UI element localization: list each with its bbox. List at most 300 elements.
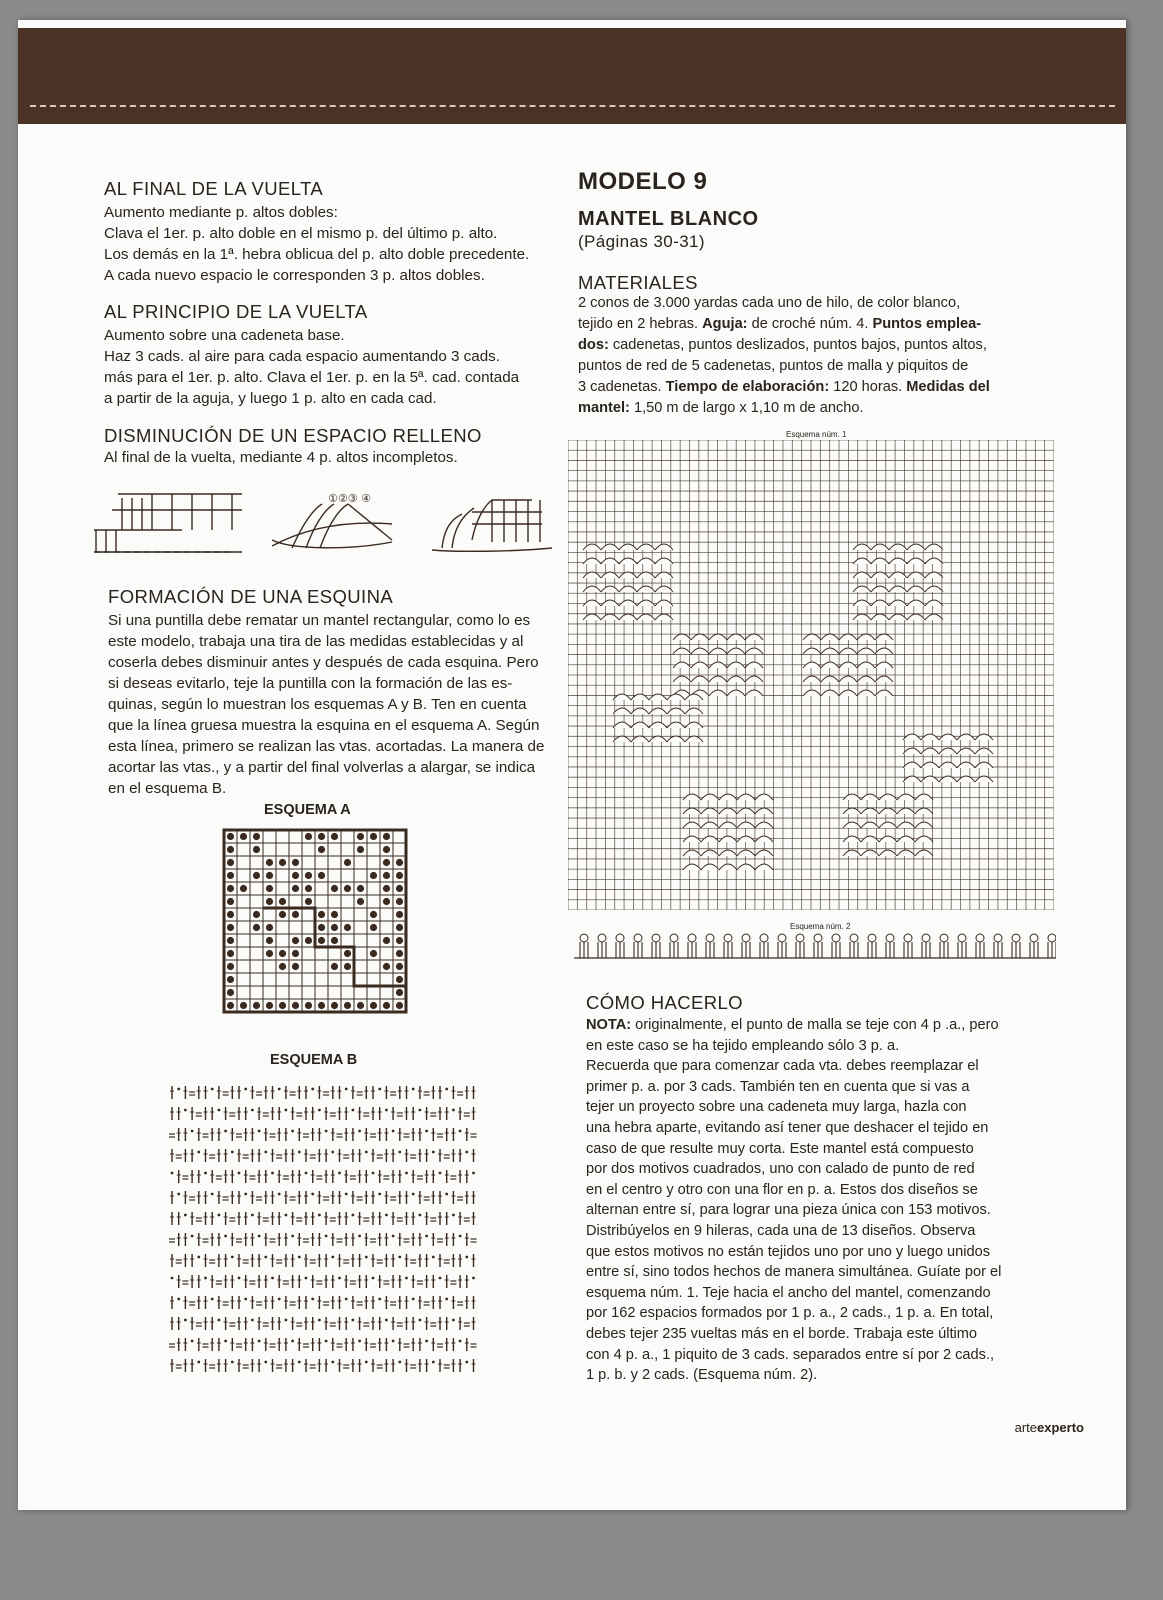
filled-dot — [292, 1002, 299, 1009]
text-line: caso de que resulte muy corta. Este mantel está compuesto — [586, 1140, 974, 1157]
arch-stitch — [843, 794, 861, 800]
arch-stitch — [655, 614, 673, 620]
text-line: más para el 1er. p. alto. Clava el 1er. p. en la 5ª. cad. contada — [104, 369, 520, 386]
filled-dot — [279, 859, 286, 866]
stitch-symbol — [244, 1298, 247, 1301]
arch-stitch — [803, 662, 821, 668]
stitch-symbol — [238, 1277, 241, 1280]
arch-stitch — [897, 808, 915, 814]
arch-stitch — [821, 648, 839, 654]
stitch-symbol — [238, 1172, 241, 1175]
arch-stitch — [853, 614, 871, 620]
arch-stitch — [683, 836, 701, 842]
filled-dot — [383, 885, 390, 892]
arch-stitch — [875, 648, 893, 654]
stitch-symbol — [445, 1298, 448, 1301]
arch-stitch — [957, 762, 975, 768]
esquema-b-chart — [166, 1076, 486, 1386]
arch-stitch — [897, 850, 915, 856]
filled-dot — [253, 833, 260, 840]
text-line: Clava el 1er. p. alto doble en el mismo p. del último p. alto. — [104, 225, 498, 242]
stitch-symbol — [224, 1130, 227, 1133]
arch-stitch — [897, 836, 915, 842]
filled-dot — [357, 898, 364, 905]
arch-stitch — [701, 864, 719, 870]
stitch-symbol — [291, 1130, 294, 1133]
stitch-symbol — [285, 1319, 288, 1322]
picot — [868, 934, 876, 942]
stitch-symbol — [271, 1172, 274, 1175]
arch-stitch — [925, 586, 943, 592]
arch-stitch — [691, 634, 709, 640]
filled-dot — [266, 1002, 273, 1009]
filled-dot — [279, 911, 286, 918]
stitch-symbol — [311, 1088, 314, 1091]
arch-stitch — [875, 634, 893, 640]
filled-dot — [227, 833, 234, 840]
text-line: Recuerda que para comenzar cada vta. debes reemplazar el — [586, 1058, 979, 1075]
text-line: Aumento sobre una cadeneta base. — [104, 327, 345, 344]
filled-dot — [227, 872, 234, 879]
stitch-symbol — [244, 1193, 247, 1196]
arch-stitch — [719, 808, 737, 814]
filled-dot — [305, 833, 312, 840]
stitch-symbol — [358, 1130, 361, 1133]
bold-run: mantel: — [578, 400, 630, 416]
stitch-diagram-1 — [94, 494, 242, 552]
stitch-symbol — [439, 1277, 442, 1280]
arch-stitch — [727, 690, 745, 696]
filled-dot — [305, 1002, 312, 1009]
stitch-symbol — [218, 1109, 221, 1112]
text-line: Al final de la vuelta, mediante 4 p. altos incompletos. — [104, 449, 458, 466]
arch-stitch — [613, 722, 631, 728]
arch-stitch — [655, 600, 673, 606]
arch-stitch — [803, 690, 821, 696]
picot — [616, 934, 624, 942]
arch-stitch — [915, 836, 933, 842]
stitch-symbol — [264, 1151, 267, 1154]
edge-stitch — [724, 942, 732, 958]
arch-stitch — [667, 736, 685, 742]
arch-stitch — [683, 822, 701, 828]
arch-stitch — [871, 558, 889, 564]
filled-dot — [331, 963, 338, 970]
stitch-symbol — [465, 1151, 468, 1154]
arch-stitch — [673, 634, 691, 640]
esquema-a-label: ESQUEMA A — [264, 802, 351, 818]
stitch-symbol — [211, 1193, 214, 1196]
edge-stitch — [1048, 942, 1056, 958]
arch-stitch — [975, 734, 993, 740]
text-line: a partir de la aguja, y luego 1 p. alto en cada cad. — [104, 390, 437, 407]
stitch-diagram-2 — [272, 504, 392, 548]
stitch-symbol — [191, 1235, 194, 1238]
stitch-symbol — [218, 1214, 221, 1217]
nota-text: originalmente, el punto de malla se teje con 4 p .a., pero — [631, 1017, 999, 1033]
picot — [652, 934, 660, 942]
arch-stitch — [709, 662, 727, 668]
stitch-symbol — [352, 1109, 355, 1112]
magazine-page — [18, 20, 1126, 1510]
filled-dot — [396, 898, 403, 905]
footer-brand — [1015, 1420, 1084, 1435]
stitch-numbers: ①②③ ④ — [328, 492, 371, 505]
materiales-body — [578, 293, 1038, 419]
arch-stitch — [903, 734, 921, 740]
filled-dot — [357, 885, 364, 892]
stitch-symbol — [345, 1193, 348, 1196]
arch-stitch — [745, 648, 763, 654]
arch-stitch — [683, 808, 701, 814]
como-lines — [586, 1036, 1056, 1386]
stitch-symbol — [298, 1361, 301, 1364]
text-line: una hebra aparte, evitando así tener que deshacer el tejido en — [586, 1119, 989, 1136]
stitch-symbol — [211, 1298, 214, 1301]
filled-dot — [370, 1002, 377, 1009]
arch-stitch — [755, 794, 773, 800]
stitch-symbol — [204, 1172, 207, 1175]
stitch-symbol — [425, 1130, 428, 1133]
filled-dot — [344, 859, 351, 866]
stitch-symbol — [365, 1256, 368, 1259]
bold-run: Puntos emplea- — [872, 316, 982, 332]
filled-dot — [266, 872, 273, 879]
stitch-symbol — [311, 1193, 314, 1196]
filled-dot — [240, 833, 247, 840]
arch-stitch — [903, 762, 921, 768]
picot — [1048, 934, 1056, 942]
arch-stitch — [755, 808, 773, 814]
arch-stitch — [601, 558, 619, 564]
arch-stitch — [871, 614, 889, 620]
arch-stitch — [673, 676, 691, 682]
bold-run: dos: — [578, 337, 609, 353]
arch-stitch — [915, 850, 933, 856]
bold-run: Medidas del — [906, 379, 990, 395]
arch-stitch — [871, 544, 889, 550]
stitch-symbol — [184, 1214, 187, 1217]
esquema-2-label: Esquema núm. 2 — [790, 922, 851, 931]
section-body-esquina — [108, 610, 578, 799]
nota-line — [586, 1015, 1056, 1036]
filled-dot — [318, 833, 325, 840]
filled-dot — [227, 976, 234, 983]
stitch-symbol — [358, 1340, 361, 1343]
stitch-symbol — [459, 1235, 462, 1238]
arch-stitch — [719, 864, 737, 870]
stitch-symbol — [291, 1340, 294, 1343]
stitch-symbol — [352, 1214, 355, 1217]
filled-dot — [292, 872, 299, 879]
text-run: cadenetas, puntos deslizados, puntos bajos, puntos altos, — [608, 337, 987, 353]
arch-stitch — [915, 822, 933, 828]
arch-stitch — [853, 586, 871, 592]
arch-stitch — [897, 794, 915, 800]
stitch-symbol — [318, 1109, 321, 1112]
stitch-symbol — [197, 1361, 200, 1364]
arch-stitch — [709, 634, 727, 640]
edge-stitch — [796, 942, 804, 958]
edge-stitch — [868, 942, 876, 958]
stitch-symbol — [419, 1109, 422, 1112]
arch-stitch — [879, 794, 897, 800]
stitch-symbol — [432, 1361, 435, 1364]
stitch-symbol — [177, 1298, 180, 1301]
arch-stitch — [925, 544, 943, 550]
filled-dot — [396, 963, 403, 970]
filled-dot — [266, 859, 273, 866]
stitch-symbol — [285, 1109, 288, 1112]
bold-run: Tiempo de elaboración: — [665, 379, 830, 395]
filled-dot — [396, 976, 403, 983]
arch-stitch — [737, 850, 755, 856]
arch-stitch — [649, 708, 667, 714]
stitch-symbol — [405, 1172, 408, 1175]
arch-stitch — [843, 850, 861, 856]
footer-arte: arte — [1014, 1420, 1038, 1435]
filled-dot — [344, 950, 351, 957]
materiales-line — [578, 398, 1038, 419]
arch-stitch — [853, 600, 871, 606]
filled-dot — [344, 885, 351, 892]
arch-stitch — [907, 600, 925, 606]
stitch-symbol — [385, 1214, 388, 1217]
stitch-symbol — [432, 1151, 435, 1154]
arch-stitch — [649, 694, 667, 700]
edge-stitch — [778, 942, 786, 958]
filled-dot — [396, 859, 403, 866]
filled-dot — [396, 1002, 403, 1009]
arch-stitch — [839, 634, 857, 640]
edge-stitch — [1012, 942, 1020, 958]
filled-dot — [292, 963, 299, 970]
bold-run: Aguja: — [702, 316, 748, 332]
filled-dot — [383, 898, 390, 905]
stitch-symbol — [177, 1193, 180, 1196]
arch-stitch — [875, 690, 893, 696]
arch-stitch — [709, 676, 727, 682]
arch-stitch — [879, 808, 897, 814]
text-line: que la línea gruesa muestra la esquina en el esquema A. Según — [108, 717, 540, 734]
arch-stitch — [691, 648, 709, 654]
text-line: primer p. a. por 3 cads. También ten en cuenta que si vas a — [586, 1078, 970, 1095]
filled-dot — [318, 911, 325, 918]
text-line: tejer un proyecto sobre una cadeneta muy larga, hazla con — [586, 1099, 967, 1116]
filled-dot — [227, 898, 234, 905]
arch-stitch — [667, 708, 685, 714]
arch-stitch — [583, 544, 601, 550]
filled-dot — [253, 872, 260, 879]
picot — [886, 934, 894, 942]
filled-dot — [331, 924, 338, 931]
stitch-diagrams — [92, 480, 562, 560]
arch-stitch — [601, 614, 619, 620]
filled-dot — [396, 885, 403, 892]
arch-stitch — [583, 586, 601, 592]
stitch-symbol — [231, 1256, 234, 1259]
text-line: esta línea, primero se realizan las vtas. acortadas. La manera de — [108, 738, 545, 755]
arch-stitch — [727, 676, 745, 682]
arch-stitch — [871, 586, 889, 592]
stitch-symbol — [398, 1361, 401, 1364]
section-body-principio — [104, 325, 564, 409]
stitch-symbol — [184, 1319, 187, 1322]
materiales-line — [578, 335, 1038, 356]
filled-dot — [318, 1002, 325, 1009]
arch-stitch — [719, 822, 737, 828]
filled-dot — [331, 833, 338, 840]
stitch-symbol — [365, 1151, 368, 1154]
arch-stitch — [915, 808, 933, 814]
arch-stitch — [925, 558, 943, 564]
nota-label: NOTA: — [586, 1017, 632, 1033]
stitch-symbol — [278, 1298, 281, 1301]
stitch-symbol — [298, 1256, 301, 1259]
stitch-symbol — [271, 1277, 274, 1280]
picot — [1012, 934, 1020, 942]
arch-stitch — [583, 558, 601, 564]
arch-stitch — [601, 544, 619, 550]
arch-stitch — [821, 634, 839, 640]
edge-stitch — [742, 942, 750, 958]
filled-dot — [396, 937, 403, 944]
arch-stitch — [709, 648, 727, 654]
picot — [706, 934, 714, 942]
stitch-symbol — [345, 1088, 348, 1091]
picot — [634, 934, 642, 942]
edge-stitch — [1030, 942, 1038, 958]
picot — [958, 934, 966, 942]
filled-dot — [305, 885, 312, 892]
stitch-symbol — [224, 1340, 227, 1343]
arch-stitch — [839, 662, 857, 668]
stitch-symbol — [278, 1193, 281, 1196]
arch-stitch — [727, 648, 745, 654]
arch-stitch — [821, 662, 839, 668]
stitch-symbol — [338, 1172, 341, 1175]
edge-stitch — [688, 942, 696, 958]
text-line: en el esquema B. — [108, 780, 227, 797]
arch-stitch — [897, 822, 915, 828]
text-line: acortar las vtas., y a partir del final volverlas a alargar, se indica — [108, 759, 536, 776]
picot — [976, 934, 984, 942]
edge-stitch — [850, 942, 858, 958]
arch-stitch — [691, 662, 709, 668]
text-line: Distribúyelos en 9 hileras, cada una de 13 diseños. Observa — [586, 1222, 976, 1239]
arch-stitch — [755, 836, 773, 842]
stitch-symbol — [204, 1277, 207, 1280]
arch-stitch — [727, 634, 745, 640]
arch-stitch — [921, 734, 939, 740]
text-line: esquema núm. 1. Teje hacia el ancho del mantel, comenzando — [586, 1284, 991, 1301]
stitch-symbol — [325, 1235, 328, 1238]
text-line: quinas, según lo muestran los esquemas A y B. Ten en cuenta — [108, 696, 527, 713]
arch-stitch — [843, 836, 861, 842]
stitch-symbol — [231, 1361, 234, 1364]
filled-dot — [253, 924, 260, 931]
text-line: Haz 3 cads. al aire para cada espacio aumentando 3 cads. — [104, 348, 500, 365]
arch-stitch — [701, 836, 719, 842]
arch-stitch — [701, 808, 719, 814]
picot — [1030, 934, 1038, 942]
arch-stitch — [907, 586, 925, 592]
edge-stitch — [598, 942, 606, 958]
arch-stitch — [719, 850, 737, 856]
stitch-symbol — [345, 1298, 348, 1301]
edge-stitch — [940, 942, 948, 958]
arch-stitch — [871, 600, 889, 606]
filled-dot — [279, 898, 286, 905]
text-line: debes tejer 235 vueltas más en el borde. Trabaja este último — [586, 1325, 978, 1342]
arch-stitch — [613, 736, 631, 742]
text-line: alternan entre sí, para lograr una pieza única con 153 motivos. — [586, 1202, 991, 1219]
stitch-symbol — [385, 1109, 388, 1112]
arch-stitch — [737, 864, 755, 870]
filled-dot — [396, 924, 403, 931]
filled-dot — [344, 963, 351, 970]
stitch-symbol — [472, 1172, 475, 1175]
edge-stitch — [652, 942, 660, 958]
filled-dot — [292, 950, 299, 957]
stitch-symbol — [445, 1193, 448, 1196]
arch-stitch — [903, 748, 921, 754]
stitch-symbol — [197, 1151, 200, 1154]
picot — [598, 934, 606, 942]
arch-stitch — [745, 690, 763, 696]
arch-stitch — [857, 662, 875, 668]
arch-stitch — [839, 690, 857, 696]
arch-stitch — [803, 648, 821, 654]
edge-stitch — [706, 942, 714, 958]
arch-stitch — [727, 662, 745, 668]
arch-stitch — [709, 690, 727, 696]
stitch-symbol — [392, 1340, 395, 1343]
esquema-b-label: ESQUEMA B — [270, 1052, 358, 1068]
stitch-symbol — [385, 1319, 388, 1322]
filled-dot — [266, 937, 273, 944]
edge-stitch — [994, 942, 1002, 958]
filled-dot — [344, 924, 351, 931]
stitch-symbol — [231, 1151, 234, 1154]
stitch-symbol — [197, 1256, 200, 1259]
text-run: de croché núm. 4. — [747, 316, 873, 332]
stitch-diagram-3 — [432, 500, 552, 551]
arch-stitch — [879, 836, 897, 842]
section-body-disminucion — [104, 447, 564, 468]
arch-stitch — [921, 748, 939, 754]
stitch-line — [30, 105, 1115, 107]
edge-stitch — [760, 942, 768, 958]
filled-dot — [331, 937, 338, 944]
filled-dot — [370, 924, 377, 931]
stitch-symbol — [392, 1235, 395, 1238]
filled-dot — [383, 846, 390, 853]
text-line: Si una puntilla debe rematar un mantel rectangular, como lo es — [108, 612, 531, 629]
edge-stitch — [904, 942, 912, 958]
filled-dot — [227, 846, 234, 853]
arch-stitch — [649, 722, 667, 728]
filled-dot — [292, 937, 299, 944]
arch-stitch — [619, 614, 637, 620]
stitch-symbol — [244, 1088, 247, 1091]
filled-dot — [266, 898, 273, 905]
stitch-symbol — [331, 1151, 334, 1154]
filled-dot — [331, 1002, 338, 1009]
arch-stitch — [857, 690, 875, 696]
text-run: 120 horas. — [829, 379, 907, 395]
arch-stitch — [857, 634, 875, 640]
